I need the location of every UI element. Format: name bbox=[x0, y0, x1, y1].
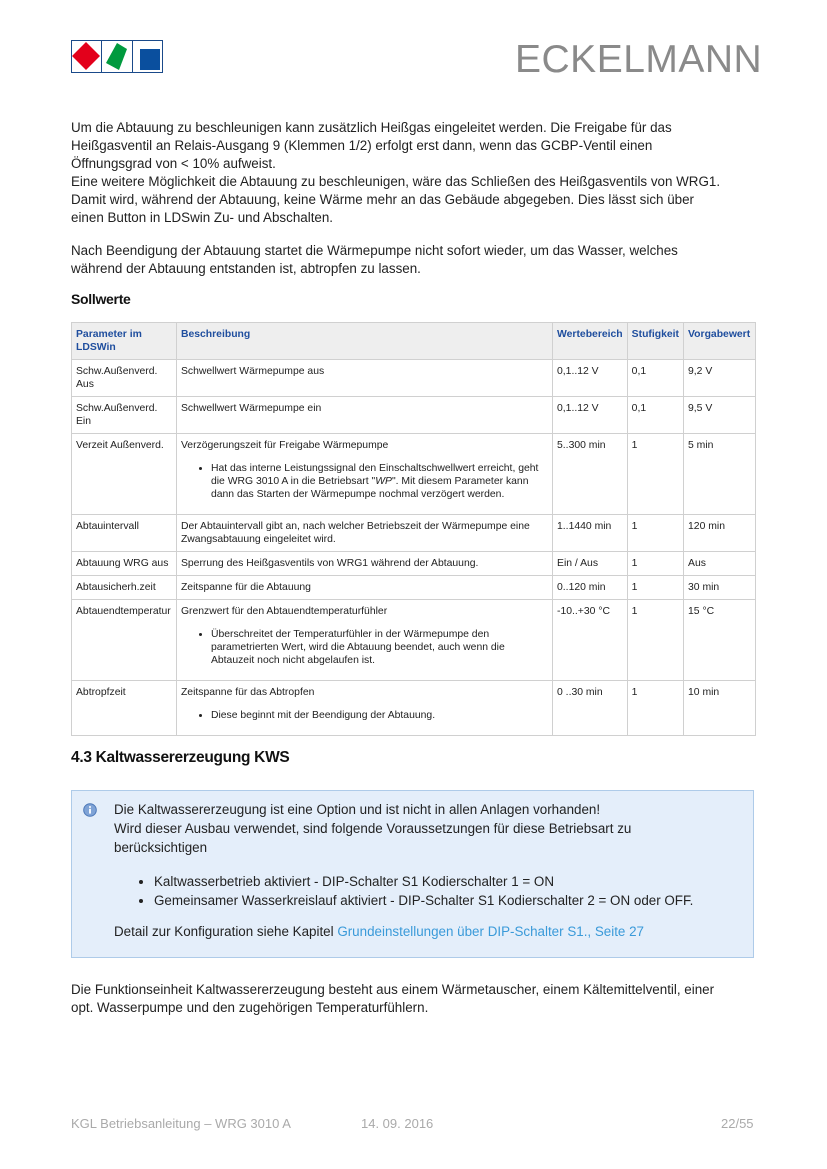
param-cell: Verzeit Außenverd. bbox=[72, 434, 177, 515]
default-cell: Aus bbox=[684, 552, 756, 576]
range-cell: 0,1..12 V bbox=[553, 397, 628, 434]
default-cell: 15 °C bbox=[684, 600, 756, 681]
section-heading: 4.3 Kaltwassererzeugung KWS bbox=[71, 749, 290, 766]
table-row bbox=[72, 681, 756, 736]
closing-paragraph bbox=[71, 981, 761, 1017]
bullet-item bbox=[211, 462, 548, 501]
footer-document-title: KGL Betriebsanleitung – WRG 3010 A bbox=[71, 1116, 291, 1131]
brand-name: ECKELMANN bbox=[515, 38, 763, 81]
table-row bbox=[72, 600, 756, 681]
description-cell: Schwellwert Wärmepumpe ein bbox=[176, 397, 552, 434]
description-cell: Zeitspanne für die Abtauung bbox=[176, 576, 552, 600]
description-cell: Schwellwert Wärmepumpe aus bbox=[176, 360, 552, 397]
table-row bbox=[72, 515, 756, 552]
text-line: Um die Abtauung zu beschleunigen kann zusätzlich Heißgas eingeleitet werden. Die Freigabe für das bbox=[71, 120, 672, 135]
column-header: Wertebereich bbox=[553, 323, 628, 360]
param-cell: Abtauintervall bbox=[72, 515, 177, 552]
chapter-link[interactable]: Grundeinstellungen über DIP-Schalter S1., Seite 27 bbox=[337, 924, 644, 939]
step-cell: 1 bbox=[627, 434, 683, 515]
bullet-emphasis: WP bbox=[375, 476, 392, 487]
table-row bbox=[72, 552, 756, 576]
detail-text: Detail zur Konfiguration siehe Kapitel bbox=[114, 924, 338, 939]
step-cell: 1 bbox=[627, 552, 683, 576]
description-bullets bbox=[181, 709, 548, 722]
param-cell: Abtausicherh.zeit bbox=[72, 576, 177, 600]
step-cell: 1 bbox=[627, 681, 683, 736]
text-line: Öffnungsgrad von < 10% aufweist. bbox=[71, 156, 276, 171]
range-cell: 5..300 min bbox=[553, 434, 628, 515]
table-row bbox=[72, 434, 756, 515]
default-cell: 120 min bbox=[684, 515, 756, 552]
range-cell: Ein / Aus bbox=[553, 552, 628, 576]
bullet-item: • Gemeinsamer Wasserkreislauf aktiviert - DIP-Schalter S1 Kodierschalter 2 = ON oder OFF. bbox=[154, 891, 714, 910]
description-cell: Sperrung des Heißgasventils von WRG1 während der Abtauung. bbox=[176, 552, 552, 576]
text-line: einen Button in LDSwin Zu- und Abschalten. bbox=[71, 210, 334, 225]
info-line: berücksichtigen bbox=[114, 840, 208, 855]
description-cell bbox=[176, 434, 552, 515]
param-cell: Schw.Außenverd. Aus bbox=[72, 360, 177, 397]
text-line: Eine weitere Möglichkeit die Abtauung zu beschleunigen, wäre das Schließen des Heißgasventils von WRG1. bbox=[71, 174, 721, 189]
description-text: Grenzwert für den Abtauendtemperaturfühler bbox=[180, 606, 388, 617]
range-cell: 0,1..12 V bbox=[553, 360, 628, 397]
step-cell: 1 bbox=[627, 515, 683, 552]
text-line: Die Funktionseinheit Kaltwassererzeugung besteht aus einem Wärmetauscher, einem Kältemittelventil, einer bbox=[71, 982, 715, 997]
text-line: Heißgasventil an Relais-Ausgang 9 (Klemmen 1/2) erfolgt erst dann, wenn das GCBP-Ventil einen bbox=[71, 138, 653, 153]
info-icon bbox=[83, 803, 97, 817]
bullet-item: • Überschreitet der Temperaturfühler in der Wärmepumpe den parametrierten Wert, wird die Abtauung beendet, auch wenn die Abtauzeit noch nicht abgelaufen ist. bbox=[211, 628, 548, 667]
eckelmann-logo-icon bbox=[71, 40, 163, 73]
bullet-item: • Diese beginnt mit der Beendigung der Abtauung. bbox=[211, 709, 548, 722]
info-text bbox=[114, 800, 714, 941]
sollwerte-table bbox=[71, 322, 756, 736]
intro-paragraph-2 bbox=[71, 242, 761, 278]
description-bullets bbox=[181, 628, 548, 667]
param-cell: Abtauung WRG aus bbox=[72, 552, 177, 576]
info-bullets bbox=[114, 872, 714, 910]
description-bullets bbox=[181, 462, 548, 501]
bullet-text: ". Mit diesem Parameter kann dann das Starten der Wärmepumpe nochmal verzögert werden. bbox=[210, 476, 529, 500]
bullet-text: Hat das interne Leistungssignal den Einschaltschwellwert erreicht, geht die WRG 3010 A in die Betriebsart " bbox=[210, 463, 539, 487]
description-cell bbox=[176, 600, 552, 681]
step-cell: 1 bbox=[627, 600, 683, 681]
bullet-item: • Kaltwasserbetrieb aktiviert - DIP-Schalter S1 Kodierschalter 1 = ON bbox=[154, 872, 714, 891]
param-cell: Schw.Außenverd. Ein bbox=[72, 397, 177, 434]
description-cell bbox=[176, 681, 552, 736]
description-text: Verzögerungszeit für Freigabe Wärmepumpe bbox=[180, 440, 389, 451]
text-line: während der Abtauung entstanden ist, abtropfen zu lassen. bbox=[71, 261, 421, 276]
param-cell: Abtropfzeit bbox=[72, 681, 177, 736]
column-header: Stufigkeit bbox=[627, 323, 683, 360]
default-cell: 10 min bbox=[684, 681, 756, 736]
footer-date: 14. 09. 2016 bbox=[361, 1116, 434, 1131]
column-header: Beschreibung bbox=[176, 323, 552, 360]
range-cell: 0 ..30 min bbox=[553, 681, 628, 736]
sollwerte-heading: Sollwerte bbox=[71, 291, 131, 307]
range-cell: 1..1440 min bbox=[553, 515, 628, 552]
column-header: Parameter im LDSWin bbox=[72, 323, 177, 360]
param-cell: Abtauendtemperatur bbox=[72, 600, 177, 681]
default-cell: 5 min bbox=[684, 434, 756, 515]
description-text: Zeitspanne für das Abtropfen bbox=[180, 687, 315, 698]
table-row bbox=[72, 576, 756, 600]
text-line: opt. Wasserpumpe und den zugehörigen Temperaturfühlern. bbox=[71, 1000, 429, 1015]
table-header-row bbox=[72, 323, 756, 360]
info-box bbox=[71, 790, 754, 958]
text-line: Nach Beendigung der Abtauung startet die Wärmepumpe nicht sofort wieder, um das Wasser, welches bbox=[71, 243, 678, 258]
info-line: Die Kaltwassererzeugung ist eine Option und ist nicht in allen Anlagen vorhanden! bbox=[114, 802, 601, 817]
table-row bbox=[72, 360, 756, 397]
footer-page-number: 22/55 bbox=[721, 1116, 754, 1131]
default-cell: 30 min bbox=[684, 576, 756, 600]
step-cell: 1 bbox=[627, 576, 683, 600]
info-line: Wird dieser Ausbau verwendet, sind folgende Voraussetzungen für diese Betriebsart zu bbox=[114, 821, 632, 836]
default-cell: 9,2 V bbox=[684, 360, 756, 397]
range-cell: -10..+30 °C bbox=[553, 600, 628, 681]
column-header: Vorgabewert bbox=[684, 323, 756, 360]
text-line: Damit wird, während der Abtauung, keine Wärme mehr an das Gebäude abgegeben. Dies lässt sich über bbox=[71, 192, 695, 207]
range-cell: 0..120 min bbox=[553, 576, 628, 600]
intro-paragraph-1 bbox=[71, 119, 761, 227]
step-cell: 0,1 bbox=[627, 360, 683, 397]
table-row bbox=[72, 397, 756, 434]
info-detail bbox=[114, 922, 714, 941]
description-cell: Der Abtauintervall gibt an, nach welcher Betriebszeit der Wärmepumpe eine Zwangsabtauung eingeleitet wird. bbox=[176, 515, 552, 552]
step-cell: 0,1 bbox=[627, 397, 683, 434]
default-cell: 9,5 V bbox=[684, 397, 756, 434]
